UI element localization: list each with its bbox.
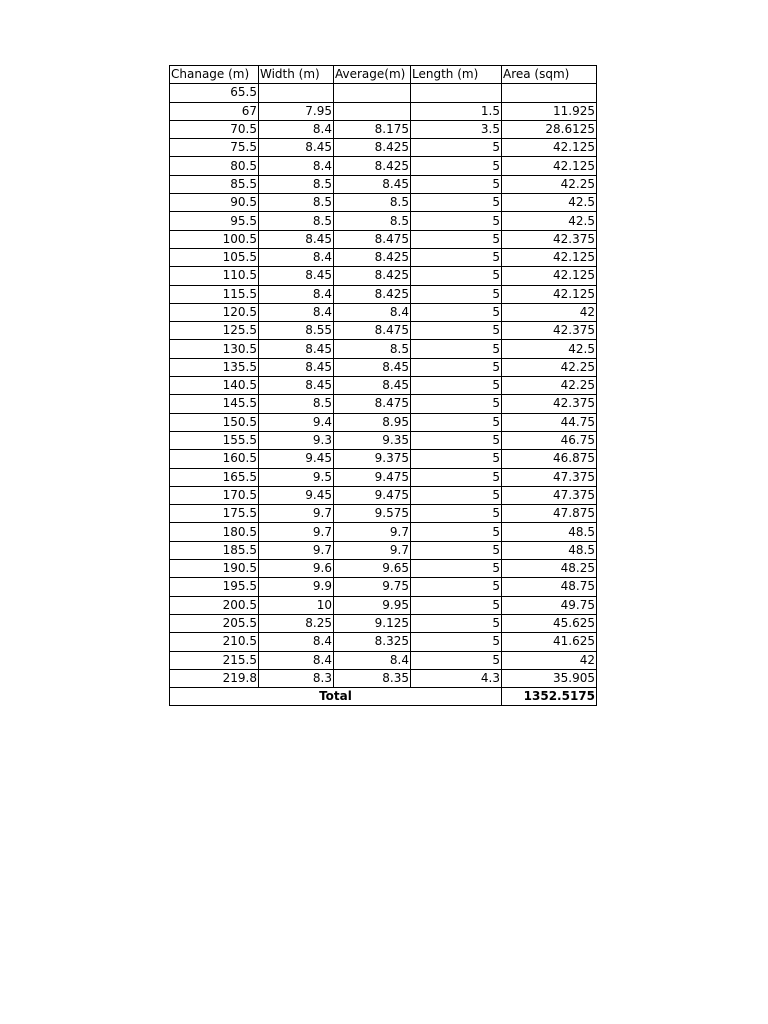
length-cell: 5: [411, 541, 502, 559]
length-cell: 5: [411, 578, 502, 596]
length-cell: 5: [411, 322, 502, 340]
chainage-cell: 180.5: [170, 523, 259, 541]
table-row: [170, 377, 597, 395]
area-cell: 42.375: [502, 395, 597, 413]
average-cell: 9.575: [334, 505, 411, 523]
table-row: [170, 486, 597, 504]
width-cell: 9.9: [259, 578, 334, 596]
area-cell: 45.625: [502, 614, 597, 632]
length-cell: 5: [411, 340, 502, 358]
width-cell: 8.45: [259, 358, 334, 376]
chainage-cell: 85.5: [170, 175, 259, 193]
chainage-cell: 65.5: [170, 84, 259, 102]
average-cell: 8.425: [334, 139, 411, 157]
area-cell: 47.875: [502, 505, 597, 523]
area-cell: 47.375: [502, 468, 597, 486]
area-cell: 11.925: [502, 102, 597, 120]
chainage-cell: 100.5: [170, 230, 259, 248]
width-cell: 8.45: [259, 267, 334, 285]
table-row: [170, 541, 597, 559]
average-cell: 8.95: [334, 413, 411, 431]
area-cell: 42.125: [502, 285, 597, 303]
width-cell: 8.45: [259, 230, 334, 248]
area-cell: 44.75: [502, 413, 597, 431]
chainage-cell: 95.5: [170, 212, 259, 230]
table-row: [170, 175, 597, 193]
total-row: [170, 688, 597, 706]
table-row: [170, 578, 597, 596]
average-cell: 8.5: [334, 212, 411, 230]
average-cell: 9.375: [334, 450, 411, 468]
chainage-cell: 200.5: [170, 596, 259, 614]
total-label: Total: [170, 688, 502, 706]
average-cell: 8.5: [334, 340, 411, 358]
average-cell: 9.75: [334, 578, 411, 596]
chainage-cell: 215.5: [170, 651, 259, 669]
chainage-cell: 205.5: [170, 614, 259, 632]
table-row: [170, 450, 597, 468]
length-cell: [411, 84, 502, 102]
average-cell: 9.35: [334, 431, 411, 449]
width-cell: 8.5: [259, 194, 334, 212]
width-cell: 8.4: [259, 248, 334, 266]
header-width: Width (m): [259, 66, 334, 84]
width-cell: 9.5: [259, 468, 334, 486]
chainage-cell: 135.5: [170, 358, 259, 376]
chainage-cell: 105.5: [170, 248, 259, 266]
table-row: [170, 248, 597, 266]
length-cell: 5: [411, 230, 502, 248]
area-cell: 42.125: [502, 157, 597, 175]
table-row: [170, 596, 597, 614]
chainage-cell: 90.5: [170, 194, 259, 212]
area-cell: 42: [502, 651, 597, 669]
area-cell: 42.5: [502, 212, 597, 230]
average-cell: 8.45: [334, 358, 411, 376]
area-cell: 42.375: [502, 230, 597, 248]
chainage-cell: 115.5: [170, 285, 259, 303]
length-cell: 5: [411, 175, 502, 193]
chainage-cell: 170.5: [170, 486, 259, 504]
table-row: [170, 651, 597, 669]
length-cell: 5: [411, 468, 502, 486]
length-cell: 5: [411, 303, 502, 321]
area-cell: 48.5: [502, 523, 597, 541]
average-cell: 8.475: [334, 322, 411, 340]
chainage-cell: 155.5: [170, 431, 259, 449]
average-cell: 8.4: [334, 303, 411, 321]
area-cell: 46.875: [502, 450, 597, 468]
area-cell: 42.125: [502, 248, 597, 266]
area-cell: [502, 84, 597, 102]
length-cell: 5: [411, 212, 502, 230]
header-average: Average(m): [334, 66, 411, 84]
average-cell: 8.45: [334, 377, 411, 395]
table-row: [170, 505, 597, 523]
length-cell: 5: [411, 560, 502, 578]
header-length: Length (m): [411, 66, 502, 84]
total-value: 1352.5175: [502, 688, 597, 706]
average-cell: 9.475: [334, 486, 411, 504]
width-cell: 8.25: [259, 614, 334, 632]
area-cell: 42.25: [502, 175, 597, 193]
width-cell: 9.6: [259, 560, 334, 578]
length-cell: 5: [411, 358, 502, 376]
area-cell: 42.375: [502, 322, 597, 340]
chainage-cell: 80.5: [170, 157, 259, 175]
area-cell: 35.905: [502, 669, 597, 687]
table-row: [170, 633, 597, 651]
width-cell: 10: [259, 596, 334, 614]
table-row: [170, 395, 597, 413]
width-cell: 8.4: [259, 285, 334, 303]
width-cell: 8.5: [259, 175, 334, 193]
length-cell: 5: [411, 413, 502, 431]
average-cell: 8.425: [334, 157, 411, 175]
chainage-cell: 165.5: [170, 468, 259, 486]
chainage-cell: 140.5: [170, 377, 259, 395]
width-cell: 8.45: [259, 377, 334, 395]
average-cell: [334, 84, 411, 102]
chainage-cell: 190.5: [170, 560, 259, 578]
width-cell: 8.4: [259, 157, 334, 175]
chainage-cell: 67: [170, 102, 259, 120]
average-cell: [334, 102, 411, 120]
area-cell: 48.25: [502, 560, 597, 578]
table-row: [170, 322, 597, 340]
width-cell: 9.3: [259, 431, 334, 449]
width-cell: 8.5: [259, 212, 334, 230]
area-cell: 47.375: [502, 486, 597, 504]
chainage-cell: 125.5: [170, 322, 259, 340]
width-cell: 8.55: [259, 322, 334, 340]
average-cell: 9.475: [334, 468, 411, 486]
chainage-cell: 175.5: [170, 505, 259, 523]
table-row: [170, 303, 597, 321]
length-cell: 5: [411, 377, 502, 395]
table-row: [170, 340, 597, 358]
area-cell: 42: [502, 303, 597, 321]
width-cell: 9.4: [259, 413, 334, 431]
width-cell: 7.95: [259, 102, 334, 120]
width-cell: 8.3: [259, 669, 334, 687]
width-cell: 9.7: [259, 541, 334, 559]
width-cell: 8.5: [259, 395, 334, 413]
area-cell: 49.75: [502, 596, 597, 614]
area-cell: 42.25: [502, 377, 597, 395]
average-cell: 8.175: [334, 120, 411, 138]
area-cell: 48.75: [502, 578, 597, 596]
width-cell: 8.4: [259, 303, 334, 321]
length-cell: 1.5: [411, 102, 502, 120]
average-cell: 8.475: [334, 230, 411, 248]
table-row: [170, 212, 597, 230]
chainage-cell: 145.5: [170, 395, 259, 413]
header-area: Area (sqm): [502, 66, 597, 84]
table-row: [170, 669, 597, 687]
header-chainage: Chanage (m): [170, 66, 259, 84]
table-row: [170, 285, 597, 303]
average-cell: 9.125: [334, 614, 411, 632]
table-row: [170, 267, 597, 285]
average-cell: 8.475: [334, 395, 411, 413]
length-cell: 3.5: [411, 120, 502, 138]
table-row: [170, 431, 597, 449]
table-row: [170, 157, 597, 175]
table-body: [170, 84, 597, 688]
table-row: [170, 194, 597, 212]
chainage-cell: 130.5: [170, 340, 259, 358]
table-row: [170, 230, 597, 248]
length-cell: 5: [411, 285, 502, 303]
average-cell: 9.95: [334, 596, 411, 614]
chainage-cell: 185.5: [170, 541, 259, 559]
average-cell: 8.5: [334, 194, 411, 212]
width-cell: 9.45: [259, 486, 334, 504]
chainage-cell: 70.5: [170, 120, 259, 138]
table-row: [170, 413, 597, 431]
length-cell: 5: [411, 614, 502, 632]
header-row: [170, 66, 597, 84]
length-cell: 5: [411, 139, 502, 157]
width-cell: 9.7: [259, 523, 334, 541]
width-cell: 8.45: [259, 340, 334, 358]
average-cell: 9.65: [334, 560, 411, 578]
length-cell: 5: [411, 505, 502, 523]
length-cell: 5: [411, 157, 502, 175]
length-cell: 5: [411, 596, 502, 614]
area-cell: 46.75: [502, 431, 597, 449]
average-cell: 8.425: [334, 285, 411, 303]
average-cell: 8.425: [334, 267, 411, 285]
area-calculation-table: [169, 65, 597, 706]
area-cell: 48.5: [502, 541, 597, 559]
area-cell: 42.125: [502, 139, 597, 157]
length-cell: 5: [411, 395, 502, 413]
width-cell: 8.4: [259, 651, 334, 669]
table-row: [170, 560, 597, 578]
average-cell: 9.7: [334, 541, 411, 559]
table-row: [170, 120, 597, 138]
table-row: [170, 468, 597, 486]
area-cell: 41.625: [502, 633, 597, 651]
area-cell: 42.5: [502, 194, 597, 212]
width-cell: 9.7: [259, 505, 334, 523]
length-cell: 5: [411, 248, 502, 266]
width-cell: [259, 84, 334, 102]
average-cell: 8.4: [334, 651, 411, 669]
average-cell: 8.45: [334, 175, 411, 193]
length-cell: 5: [411, 633, 502, 651]
chainage-cell: 120.5: [170, 303, 259, 321]
area-cell: 42.25: [502, 358, 597, 376]
average-cell: 8.35: [334, 669, 411, 687]
width-cell: 8.45: [259, 139, 334, 157]
chainage-cell: 110.5: [170, 267, 259, 285]
length-cell: 5: [411, 431, 502, 449]
area-cell: 28.6125: [502, 120, 597, 138]
average-cell: 8.425: [334, 248, 411, 266]
table-row: [170, 84, 597, 102]
chainage-cell: 150.5: [170, 413, 259, 431]
width-cell: 8.4: [259, 120, 334, 138]
table-row: [170, 614, 597, 632]
chainage-cell: 75.5: [170, 139, 259, 157]
chainage-cell: 219.8: [170, 669, 259, 687]
area-cell: 42.5: [502, 340, 597, 358]
chainage-cell: 195.5: [170, 578, 259, 596]
average-cell: 8.325: [334, 633, 411, 651]
length-cell: 5: [411, 194, 502, 212]
table-row: [170, 102, 597, 120]
width-cell: 9.45: [259, 450, 334, 468]
length-cell: 5: [411, 486, 502, 504]
width-cell: 8.4: [259, 633, 334, 651]
table-row: [170, 139, 597, 157]
table-row: [170, 358, 597, 376]
area-cell: 42.125: [502, 267, 597, 285]
length-cell: 5: [411, 450, 502, 468]
chainage-cell: 160.5: [170, 450, 259, 468]
length-cell: 4.3: [411, 669, 502, 687]
length-cell: 5: [411, 523, 502, 541]
length-cell: 5: [411, 267, 502, 285]
average-cell: 9.7: [334, 523, 411, 541]
length-cell: 5: [411, 651, 502, 669]
chainage-cell: 210.5: [170, 633, 259, 651]
table-row: [170, 523, 597, 541]
